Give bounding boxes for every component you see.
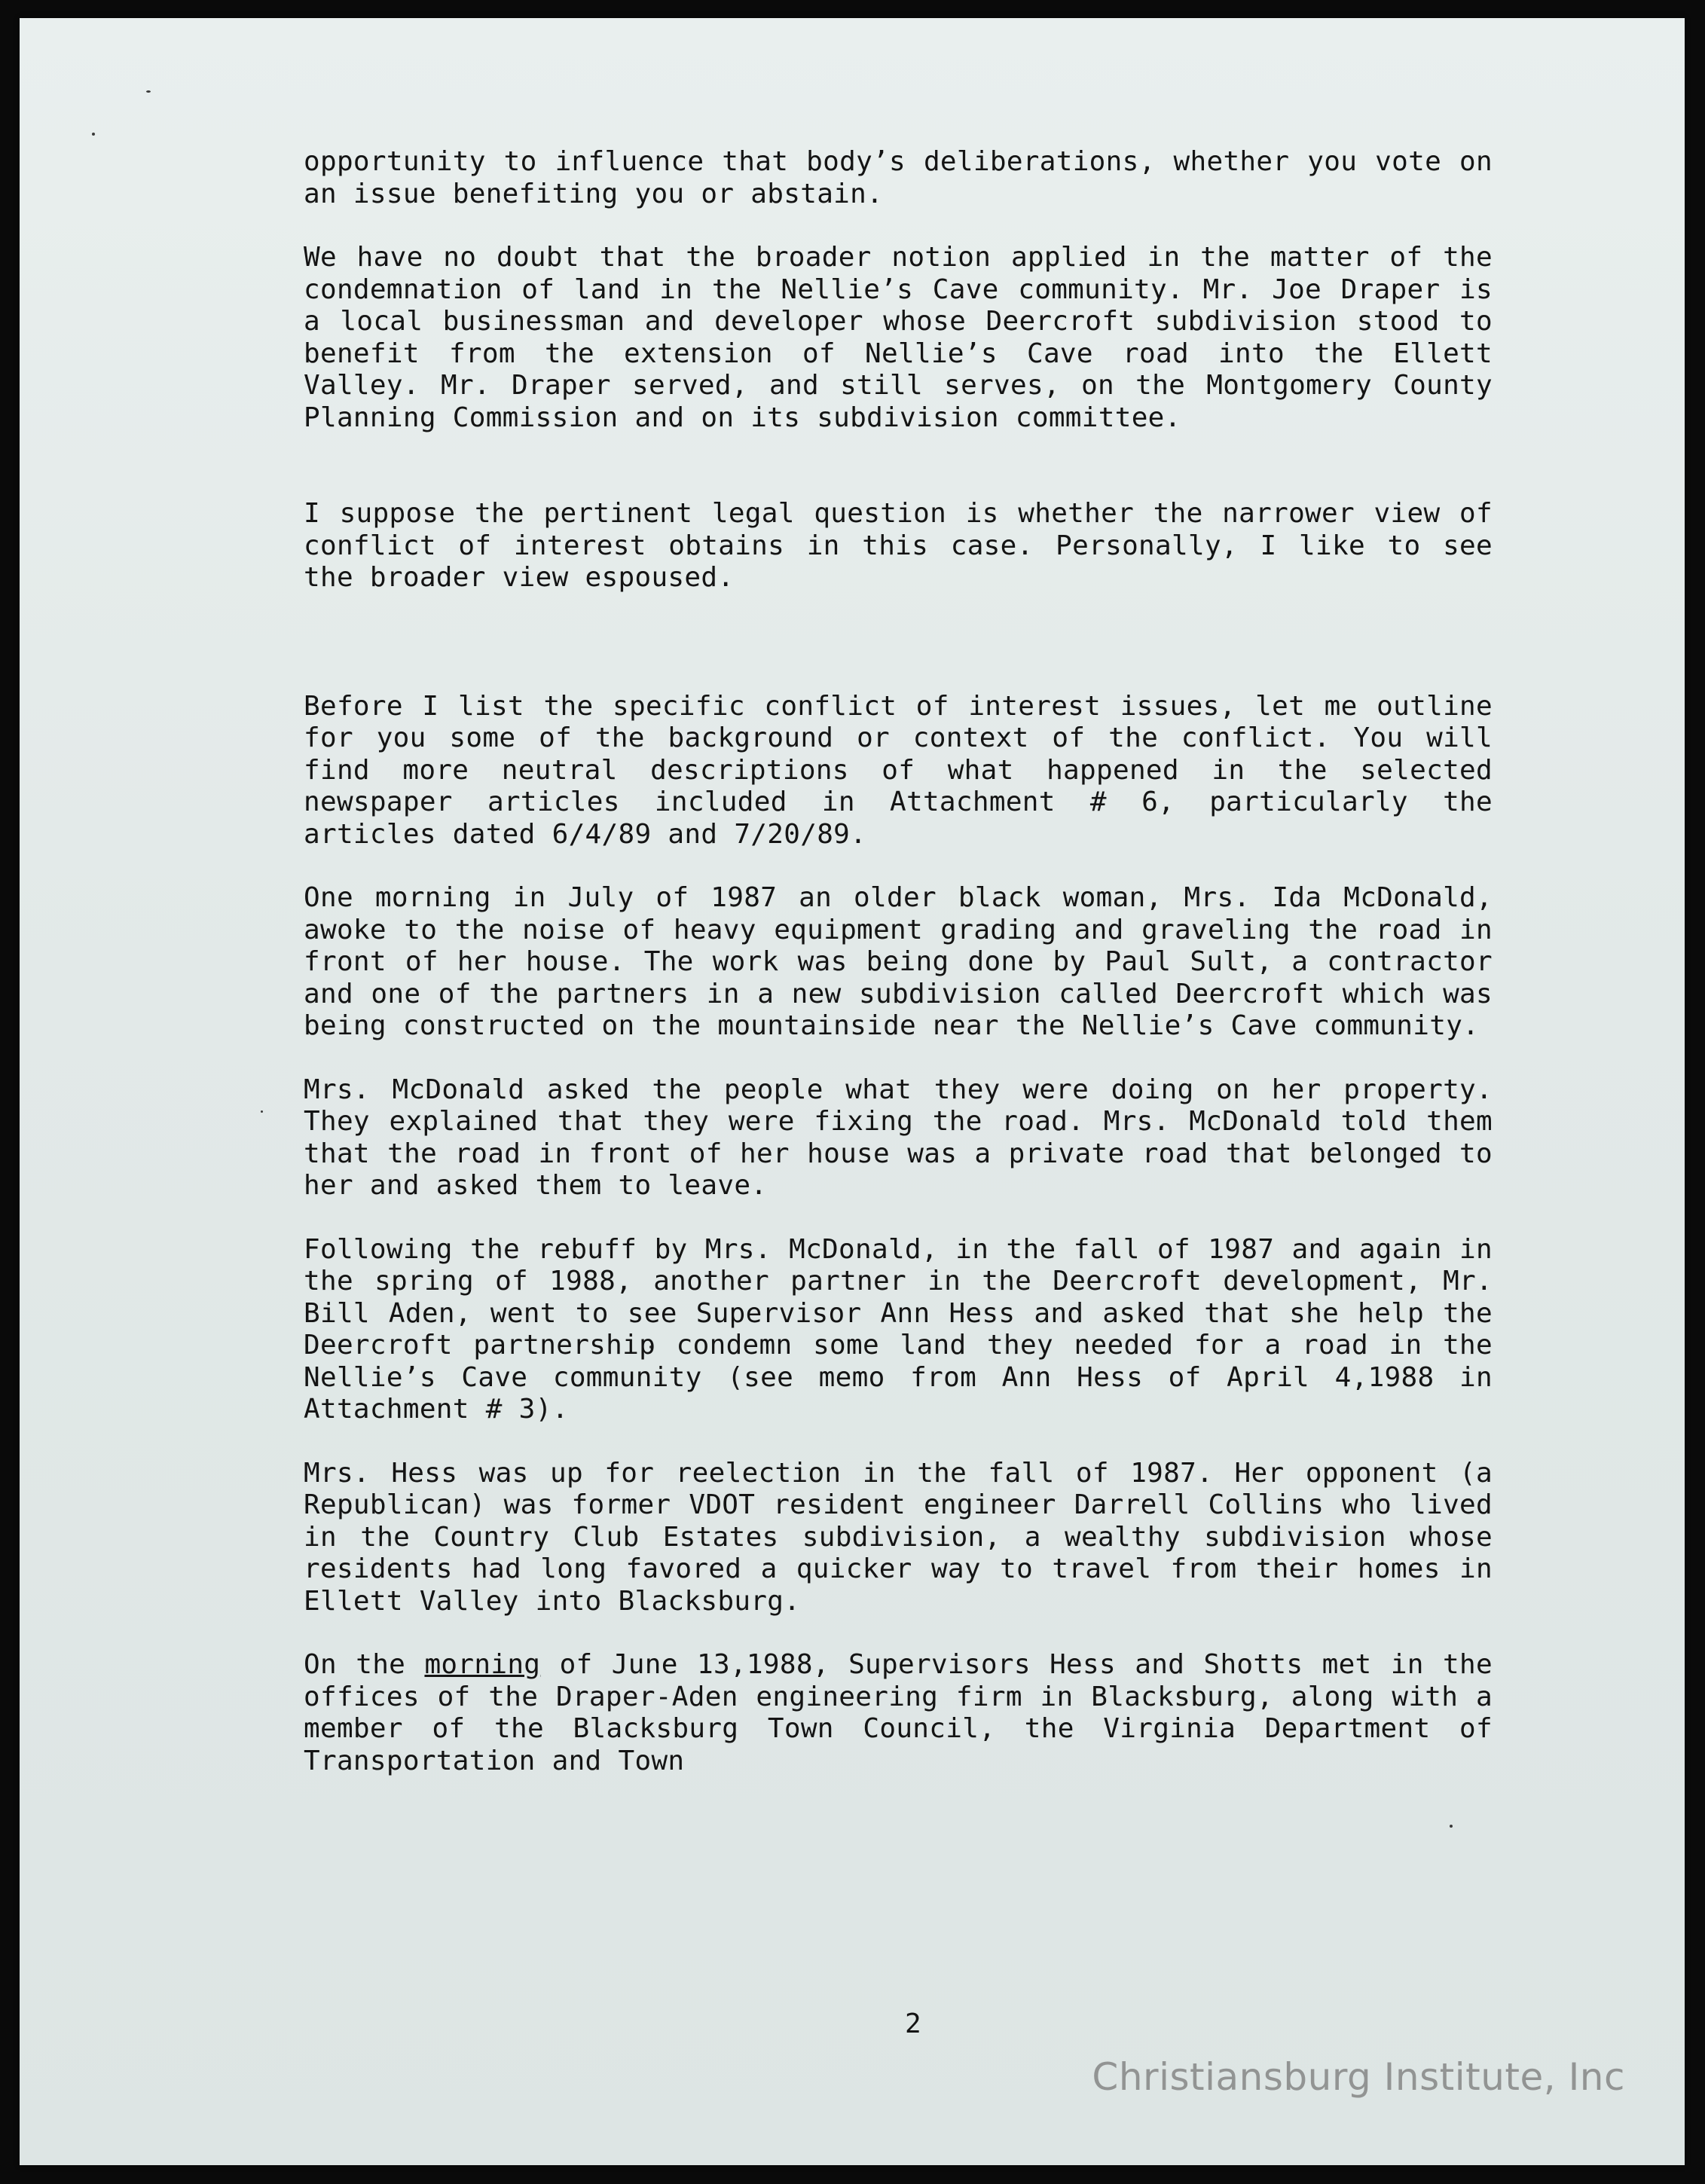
paragraph-reelection: Mrs. Hess was up for reelection in the fall of 1987. Her opponent (a Republican) was former VDOT resident engineer Darrell Collins who lived in the Country Club Estates subdivision, a wealthy subdivision whose residents had long favored a quicker way to travel from their homes in Ellett Valley into Blacksburg.	[304, 1457, 1493, 1617]
page-number: 2	[905, 2008, 921, 2039]
paragraph-mcdonald-property: Mrs. McDonald asked the people what they were doing on her property. They explained that they were fixing the road. Mrs. McDonald told them that the road in front of her house was a private road that belonged to her and asked them to leave.	[304, 1074, 1493, 1201]
paper-speck	[146, 90, 151, 93]
paragraph-june-meeting-start: On the	[304, 1649, 425, 1680]
paragraph-june-meeting	[304, 1649, 1493, 1777]
watermark: Christiansburg Institute, Inc	[1092, 2055, 1625, 2099]
document-page	[20, 18, 1685, 2165]
paragraph-rebuff: Following the rebuff by Mrs. McDonald, in the fall of 1987 and again in the spring of 1988, another partner in the Deercroft development, Mr. Bill Aden, went to see Supervisor Ann Hess and asked that she help the Deercroft partnership condemn some land they needed for a road in the Nellie’s Cave community (see memo from Ann Hess of April 4,1988 in Attachment # 3).	[304, 1233, 1493, 1425]
underlined-word: morning	[424, 1649, 541, 1680]
paper-speck	[1450, 1825, 1453, 1828]
paper-speck	[92, 133, 95, 136]
document-body	[304, 146, 1493, 1777]
paragraph-legal-question: I suppose the pertinent legal question is whether the narrower view of conflict of interest obtains in this case. Personally, I like to see the broader view espoused.	[304, 498, 1493, 593]
paragraph-july-1987: One morning in July of 1987 an older black woman, Mrs. Ida McDonald, awoke to the noise of heavy equipment grading and graveling the road in front of her house. The work was being done by Paul Sult, a contractor and one of the partners in a new subdivision called Deercroft which was being constructed on the mountainside near the Nellie’s Cave community.	[304, 882, 1493, 1041]
paragraph-june-meeting-rest: of June 13,1988, Supervisors Hess and Shotts met in the offices of the Draper-Aden engineering firm in Blacksburg, along with a member of the Blacksburg Town Council, the Virginia Department of Transportation and Town	[304, 1649, 1493, 1776]
paragraph-continuation: opportunity to influence that body’s deliberations, whether you vote on an issue benefiting you or abstain.	[304, 146, 1493, 209]
paragraph-broader-notion: We have no doubt that the broader notion applied in the matter of the condemnation of land in the Nellie’s Cave community. Mr. Joe Draper is a local businessman and developer whose Deercroft subdivision stood to benefit from the extension of Nellie’s Cave road into the Ellett Valley. Mr. Draper served, and still serves, on the Montgomery County Planning Commission and on its subdivision committee.	[304, 242, 1493, 433]
paper-speck	[261, 1110, 263, 1113]
paragraph-background: Before I list the specific conflict of interest issues, let me outline for you some of the background or context of the conflict. You will find more neutral descriptions of what happened in the selected newspaper articles included in Attachment # 6, particularly the articles dated 6/4/89 and 7/20/89.	[304, 690, 1493, 850]
